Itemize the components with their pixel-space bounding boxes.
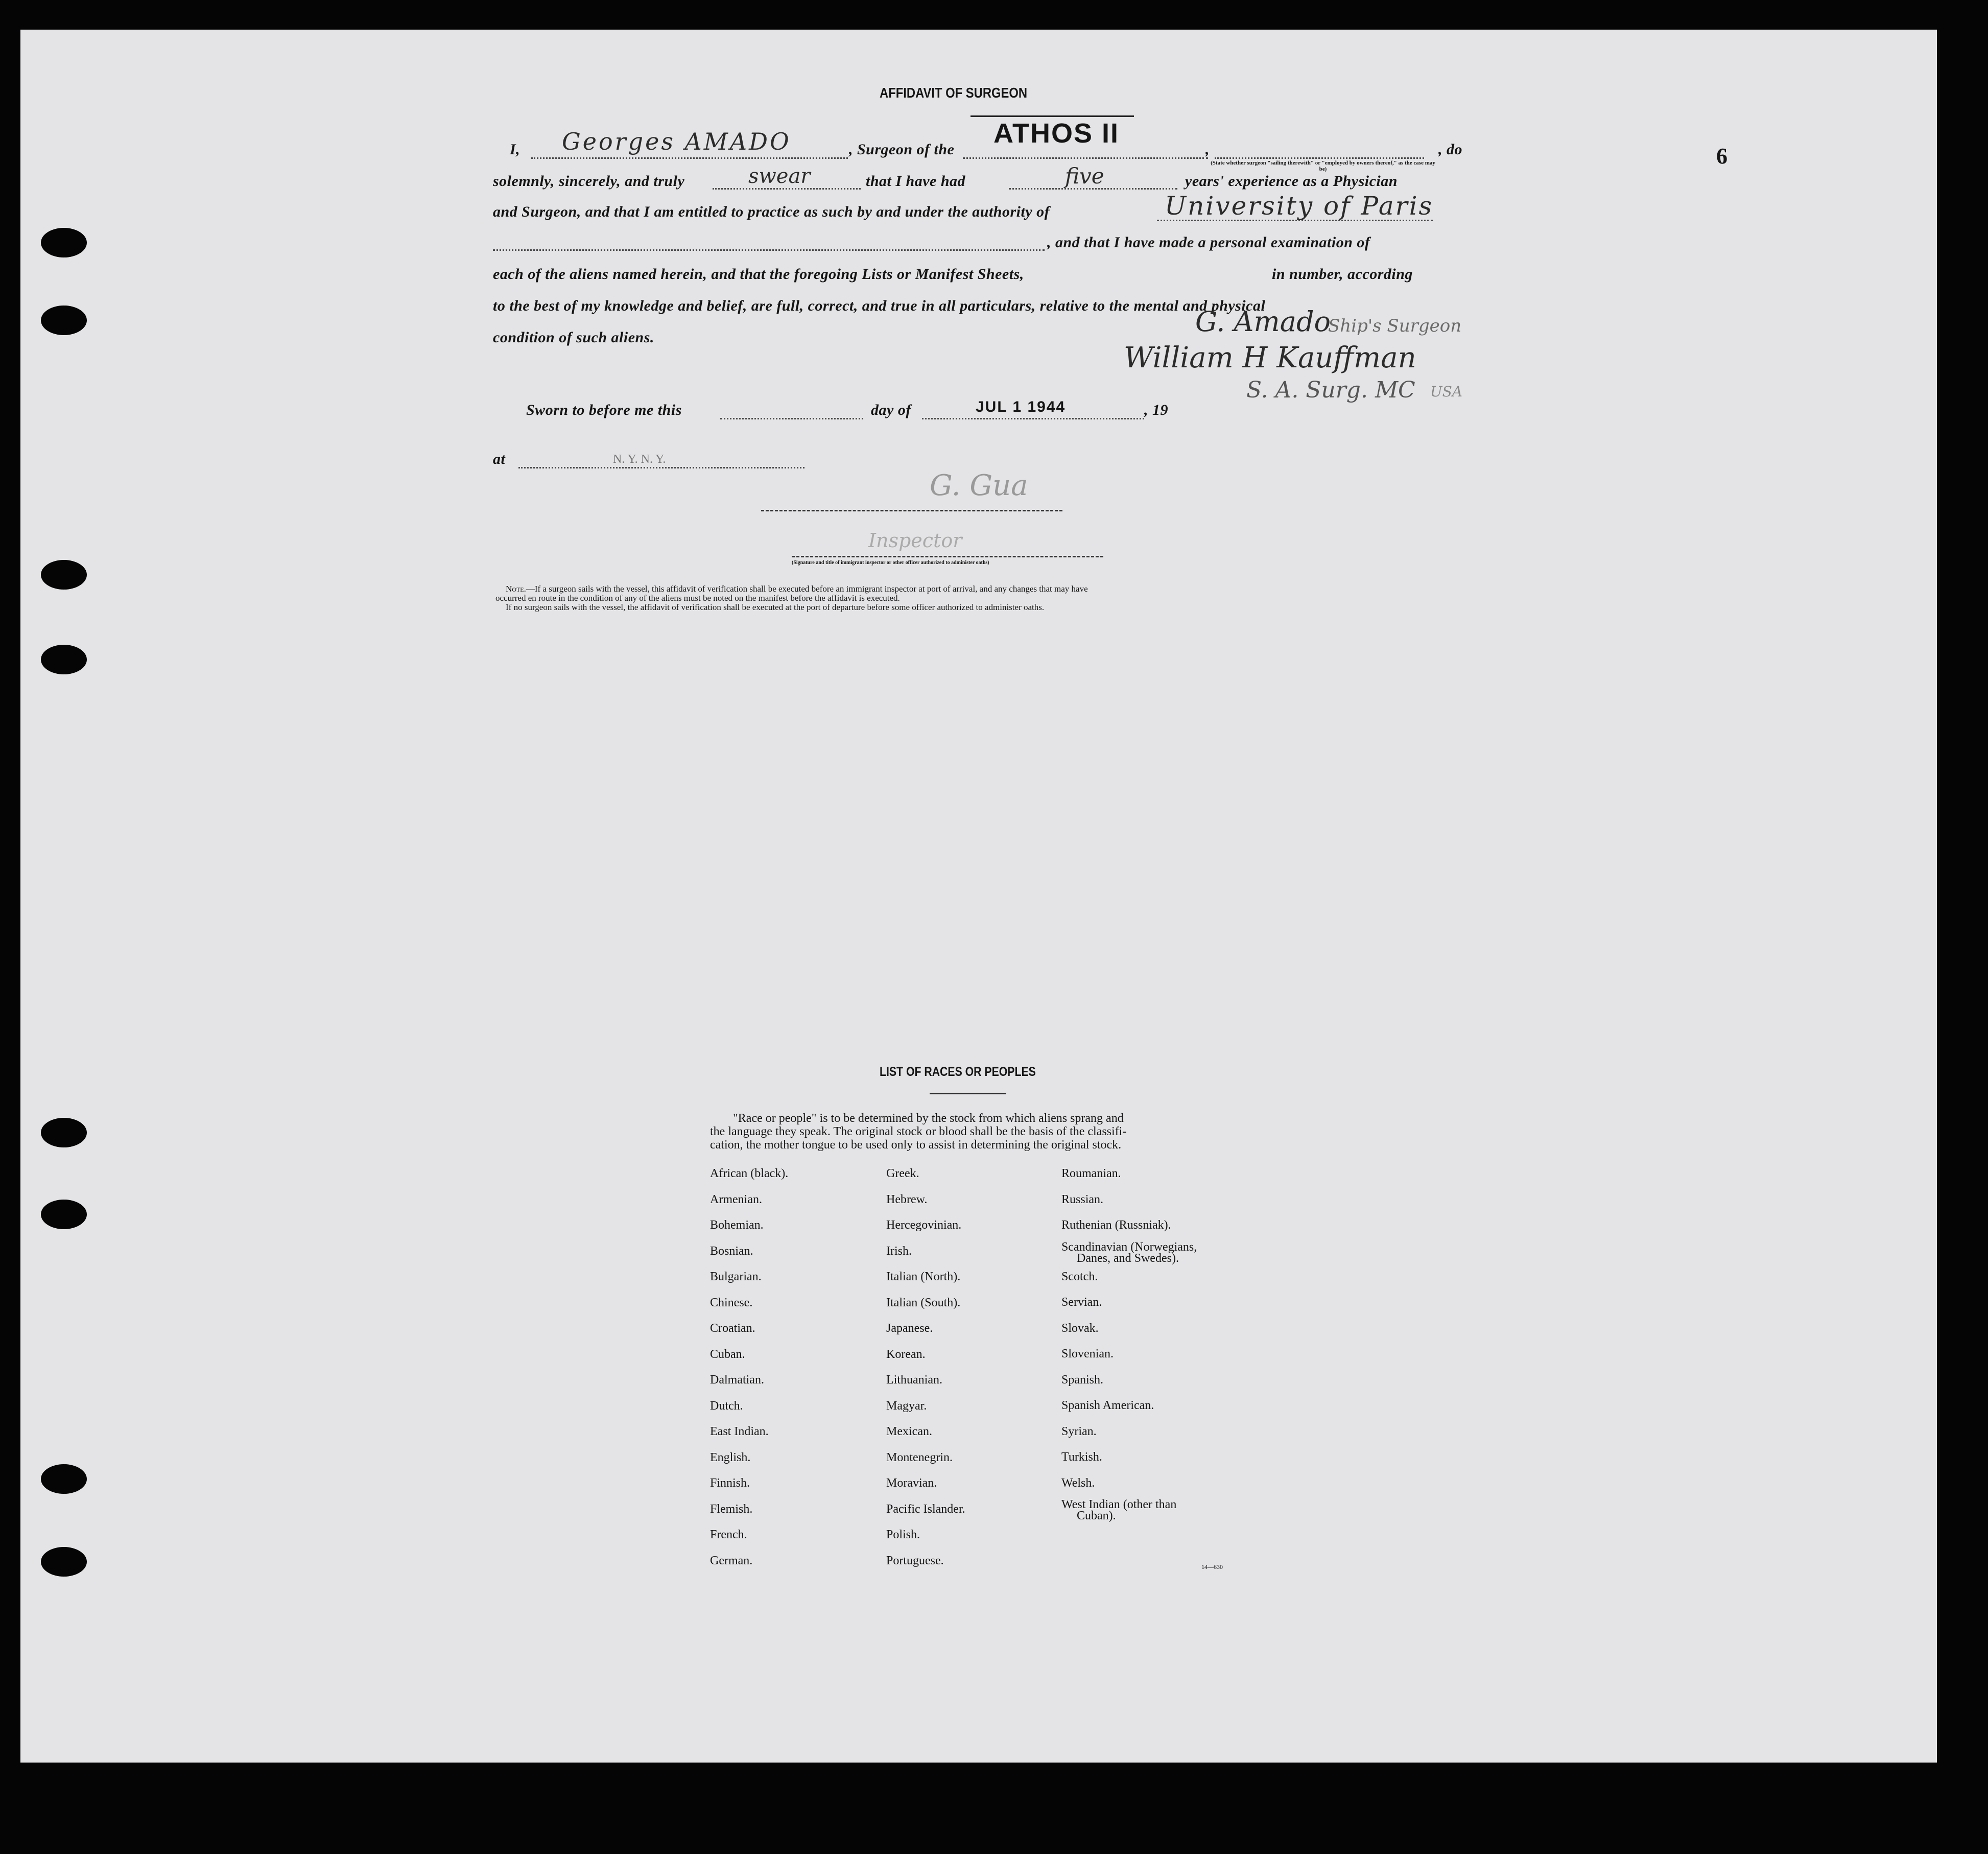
race-item: Ruthenian (Russniak). [1061,1218,1171,1232]
line6: to the best of my knowledge and belief, are full, correct, and true in all particulars, relative to the mental and physical [493,297,1266,314]
race-item: Scotch. [1061,1270,1098,1283]
race-item: Flemish. [710,1502,753,1516]
officer-caption: (Signature and title of immigrant inspector or other officer authorized to administer oaths) [792,560,989,566]
race-item: Finnish. [710,1476,750,1490]
race-item: Bosnian. [710,1244,753,1258]
line1-prefix: I, [510,141,520,158]
binder-hole [41,1200,87,1229]
race-item: Polish. [886,1528,920,1541]
line5-prefix: each of the aliens named herein, and that the foregoing Lists or Manifest Sheets, [493,266,1024,283]
line2-middle: that I have had [866,173,966,190]
authority-value: University of Paris [1165,191,1434,221]
state-note: (State whether surgeon "sailing therewith" or "employed by owners thereof," as the case may be) [1211,160,1435,172]
race-item: East Indian. [710,1425,769,1438]
race-item: Magyar. [886,1399,927,1413]
line3-prefix: and Surgeon, and that I am entitled to practice as such by and under the authority of [493,203,1050,220]
binder-hole [41,560,87,590]
sworn-middle: day of [871,402,911,418]
oath-field [713,188,861,190]
races-column-2 [886,1161,965,1574]
race-item: African (black). [710,1167,789,1180]
race-item: Chinese. [710,1296,753,1309]
sworn-suffix: , 19 [1144,402,1168,418]
surgeon-name: Georges AMADO [562,128,791,155]
race-item: French. [710,1528,747,1541]
manifest-sheet [20,30,1937,1763]
race-item-line: Scandinavian (Norwegians, [1061,1240,1197,1254]
race-item: Irish. [886,1244,912,1258]
binder-hole [41,228,87,257]
affidavit-title: AFFIDAVIT OF SURGEON [880,85,1028,101]
authority-continued-field [493,249,1045,251]
at-place: N. Y. N. Y. [613,453,666,466]
line1-suffix: , do [1438,141,1462,158]
at-place-field [518,467,804,468]
races-title: LIST OF RACES OR PEOPLES [880,1065,1036,1079]
capacity-field [1215,157,1424,159]
binder-hole [41,1464,87,1494]
years-value: five [1065,163,1104,189]
line4-suffix: , and that I have made a personal examination of [1047,234,1370,251]
race-item [1061,1238,1197,1264]
race-item: German. [710,1554,753,1567]
races-title-rule [930,1093,1006,1094]
race-item: Bohemian. [710,1218,764,1232]
sworn-day-field [720,418,863,419]
race-item: Hebrew. [886,1192,928,1206]
race-item [1061,1496,1197,1521]
race-item: Greek. [886,1167,919,1180]
officer-signature-line [761,510,1062,511]
binder-hole [41,1547,87,1577]
inspector-signature: William H Kauffman [1124,341,1416,374]
line2-suffix: years' experience as a Physician [1185,173,1398,190]
race-item: Roumanian. [1061,1167,1121,1180]
race-item: Dutch. [710,1399,743,1413]
races-column-3 [1061,1161,1197,1521]
race-item: Pacific Islander. [886,1502,965,1516]
at-label: at [493,451,506,467]
race-item: Bulgarian. [710,1270,762,1283]
race-item: Welsh. [1061,1476,1095,1490]
page-number: 6 [1716,144,1727,169]
race-item: Slovak. [1061,1321,1099,1335]
race-item: English. [710,1450,751,1464]
vessel-rule [971,115,1134,117]
race-item-line: Danes, and Swedes). [1077,1251,1179,1265]
officer-signature: G. Gua [930,469,1028,502]
races-column-1 [710,1161,788,1574]
date-stamp: JUL 1 1944 [976,398,1066,415]
race-item: Turkish. [1061,1450,1102,1464]
race-item: Italian (North). [886,1270,961,1283]
race-item: Moravian. [886,1476,937,1490]
note-line-1 [506,584,1088,594]
race-item: Croatian. [710,1322,755,1335]
race-item: Armenian. [710,1192,762,1206]
officer-title: Inspector [868,529,962,552]
race-item: Cuban. [710,1347,745,1361]
surgeon-signature-title: Ship's Surgeon [1328,316,1462,336]
race-item: Portuguese. [886,1554,944,1567]
officer-title-line [792,556,1103,557]
line7: condition of such aliens. [493,329,654,346]
line5-suffix: in number, according [1272,266,1413,283]
form-code: 14—630 [1201,1563,1223,1570]
note-label: Note. [506,584,526,594]
note-text-1: —If a surgeon sails with the vessel, this affidavit of verification shall be executed before an immigrant inspector at port of arrival, and any changes that may have [526,584,1088,594]
race-item: Servian. [1061,1296,1102,1309]
race-item-line: West Indian (other than [1061,1498,1177,1511]
binder-hole [41,306,87,335]
comma: , [1205,141,1210,158]
race-item: Dalmatian. [710,1373,764,1387]
race-item: Korean. [886,1347,926,1361]
race-item: Spanish American. [1061,1399,1154,1412]
race-item: Mexican. [886,1425,932,1438]
note-line-3: If no surgeon sails with the vessel, the affidavit of verification shall be executed at the port of departure before some officer authorized to administer oaths. [506,602,1045,612]
race-item: Italian (South). [886,1296,961,1309]
races-intro-3: cation, the mother tongue to be used only to assist in determining the original stock. [710,1138,1122,1152]
race-item: Russian. [1061,1192,1104,1206]
binder-hole [41,645,87,674]
binder-hole [41,1118,87,1147]
vessel-name: ATHOS II [993,118,1120,149]
race-item: Hercegovinian. [886,1218,962,1232]
note-line-2: occurred en route in the condition of any of the aliens must be noted on the manifest before the affidavit is executed. [495,593,900,603]
race-item: Japanese. [886,1322,933,1335]
line1-middle: , Surgeon of the [849,141,955,158]
race-item: Slovenian. [1061,1347,1114,1360]
race-item-line: Cuban). [1077,1509,1116,1522]
races-intro-2: the language they speak. The original stock or blood shall be the basis of the classifi- [710,1125,1127,1138]
sworn-month-field [922,418,1144,419]
surgeon-name-field [531,157,848,159]
race-item: Lithuanian. [886,1373,942,1387]
oath-word: swear [748,165,811,188]
sworn-prefix: Sworn to before me this [526,402,682,418]
races-intro-1: "Race or people" is to be determined by the stock from which aliens sprang and [733,1112,1124,1125]
race-item: Syrian. [1061,1424,1097,1438]
line2-prefix: solemnly, sincerely, and truly [493,173,685,190]
race-item: Montenegrin. [886,1450,953,1464]
inspector-signature-title: S. A. Surg. MC [1246,377,1415,403]
surgeon-signature: G. Amado [1195,306,1331,338]
vessel-field [963,157,1208,159]
race-item: Spanish. [1061,1373,1104,1387]
inspector-signature-org: USA [1430,383,1462,400]
